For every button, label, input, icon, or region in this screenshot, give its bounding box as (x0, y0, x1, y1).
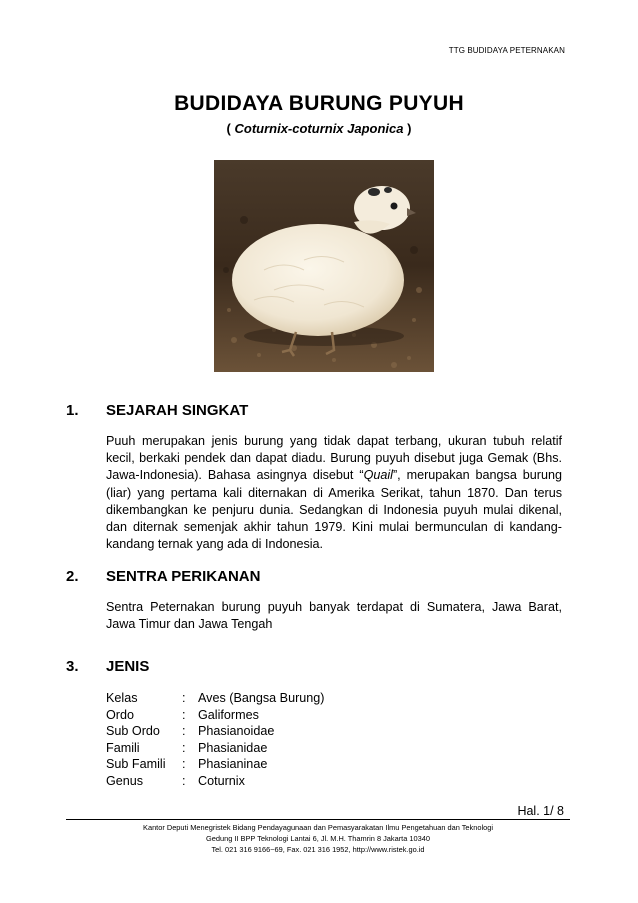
taxonomy-colon: : (182, 740, 186, 755)
page-number: Hal. 1/ 8 (517, 804, 564, 818)
taxonomy-list (106, 690, 324, 790)
taxonomy-key: Kelas (106, 691, 138, 705)
subtitle-latin-name: Coturnix-coturnix Japonica (234, 121, 404, 136)
section-1-text-b: ”, merupakan bangsa burung (liar) yang pertama kali diternakan di Amerika Serikat, tahun 1870. Dan terus dikembangkan ke penjuru dunia. Sedangkan di Indonesia puyuh mulai dikenal, dan diternak semenjak akhir tahun 1979. Kini mulai bermunculan di kandang-kandang ternak yang ada di Indonesia. (106, 468, 562, 552)
footer-line-1: Kantor Deputi Menegristek Bidang Pendayagunaan dan Pemasyarakatan Ilmu Pengetahuan dan Teknologi (143, 823, 493, 832)
running-header: TTG BUDIDAYA PETERNAKAN (448, 46, 565, 55)
taxonomy-value: Galiformes (198, 707, 259, 722)
section-3-number: 3. (66, 658, 79, 675)
taxonomy-row (106, 773, 324, 790)
footer-line-3: Tel. 021 316 9166~69, Fax. 021 316 1952, http://www.ristek.go.id (211, 844, 425, 854)
taxonomy-row (106, 740, 324, 757)
section-2-title: SENTRA PERIKANAN (106, 568, 261, 585)
taxonomy-key: Ordo (106, 707, 134, 722)
taxonomy-colon: : (182, 707, 186, 722)
taxonomy-value: Phasianoidae (198, 724, 275, 739)
taxonomy-colon: : (182, 724, 186, 739)
section-2-number: 2. (66, 568, 79, 585)
subtitle-close: ) (403, 121, 412, 136)
section-3-title: JENIS (106, 658, 150, 675)
subtitle-open: ( (226, 121, 235, 136)
taxonomy-key: Famili (106, 740, 140, 755)
page-footer (66, 823, 570, 855)
taxonomy-row (106, 756, 324, 773)
taxonomy-colon: : (182, 773, 186, 788)
document-title: BUDIDAYA BURUNG PUYUH (174, 92, 464, 115)
footer-line-2: Gedung II BPP Teknologi Lantai 6, Jl. M.H. Thamrin 8 Jakarta 10340 (206, 833, 430, 843)
section-1-text-a: Puuh merupakan jenis burung yang tidak dapat terbang, ukuran tubuh relatif kecil, berkaki pendek dan dapat diadu. Burung puyuh disebut juga Gemak (Bhs. Jawa-Indonesia). Bahasa asingnya disebut “ (106, 434, 562, 483)
quail-photo (214, 160, 434, 372)
document-subtitle (0, 121, 638, 136)
taxonomy-key: Genus (106, 773, 144, 788)
section-1-italic-word: Quail (363, 468, 393, 483)
taxonomy-row (106, 690, 324, 707)
taxonomy-colon: : (182, 691, 186, 705)
section-1-title: SEJARAH SINGKAT (106, 402, 249, 419)
taxonomy-row (106, 707, 324, 724)
taxonomy-key: Sub Ordo (106, 724, 160, 739)
section-2-paragraph: Sentra Peternakan burung puyuh banyak terdapat di Sumatera, Jawa Barat, Jawa Timur dan Jawa Tengah (106, 600, 562, 632)
section-1-paragraph (106, 433, 562, 553)
section-1-number: 1. (66, 402, 79, 419)
taxonomy-value: Phasianidae (198, 740, 268, 755)
taxonomy-colon: : (182, 757, 186, 772)
taxonomy-row (106, 723, 324, 740)
taxonomy-key: Sub Famili (106, 757, 166, 772)
taxonomy-value: Coturnix (198, 773, 245, 788)
taxonomy-value: Phasianinae (198, 757, 268, 772)
footer-divider (66, 819, 570, 820)
taxonomy-value: Aves (Bangsa Burung) (198, 691, 325, 705)
